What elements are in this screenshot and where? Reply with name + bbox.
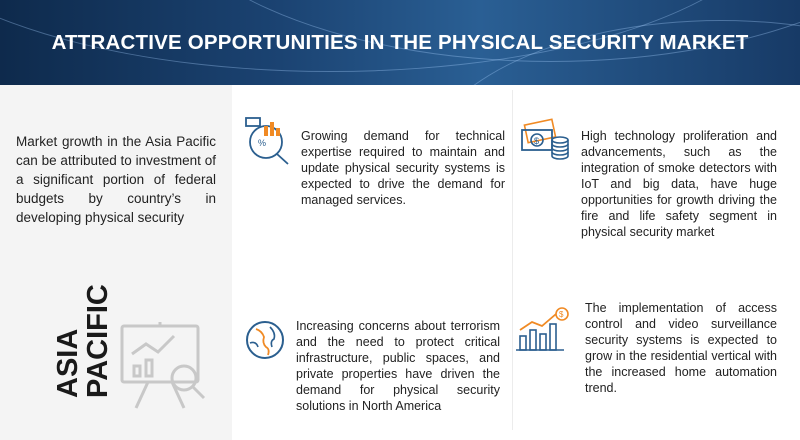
- presentation-board-icon: [118, 322, 210, 414]
- money-coins-icon: [520, 118, 570, 166]
- svg-text:$: $: [559, 310, 564, 319]
- card-residential-vertical: The implementation of access control and video surveillance security systems is expected to grow in the residential vertical with the increased home automation trend.: [585, 301, 777, 395]
- analytics-magnifier-icon: [244, 116, 296, 168]
- column-divider: [512, 90, 513, 430]
- card-managed-services: Growing demand for technical expertise required to maintain and update physical security systems is expected to drive the demand for managed services.: [301, 129, 505, 207]
- region-summary: Market growth in the Asia Pacific can be attributed to investment of a significant portion of federal budgets by country’s in developing physical security: [16, 134, 216, 225]
- growth-chart-icon: [516, 306, 572, 354]
- globe-icon: [244, 319, 286, 361]
- region-label-line2: PACIFIC: [82, 284, 114, 398]
- card-fire-life-safety: High technology proliferation and advancements, such as the integration of smoke detectors with IoT and big data, have huge opportunities for growth driving the fire and life safety segment in physical security market: [581, 129, 777, 239]
- svg-text:%: %: [258, 138, 267, 148]
- svg-text:$: $: [534, 136, 540, 146]
- card-north-america: Increasing concerns about terrorism and the need to protect critical infrastructure, public spaces, and private properties have driven the demand for physical security solutions in North America: [296, 319, 500, 413]
- header-banner: [0, 0, 800, 85]
- region-label-line1: ASIA: [52, 328, 84, 398]
- page-title: ATTRACTIVE OPPORTUNITIES IN THE PHYSICAL SECURITY MARKET: [51, 30, 749, 54]
